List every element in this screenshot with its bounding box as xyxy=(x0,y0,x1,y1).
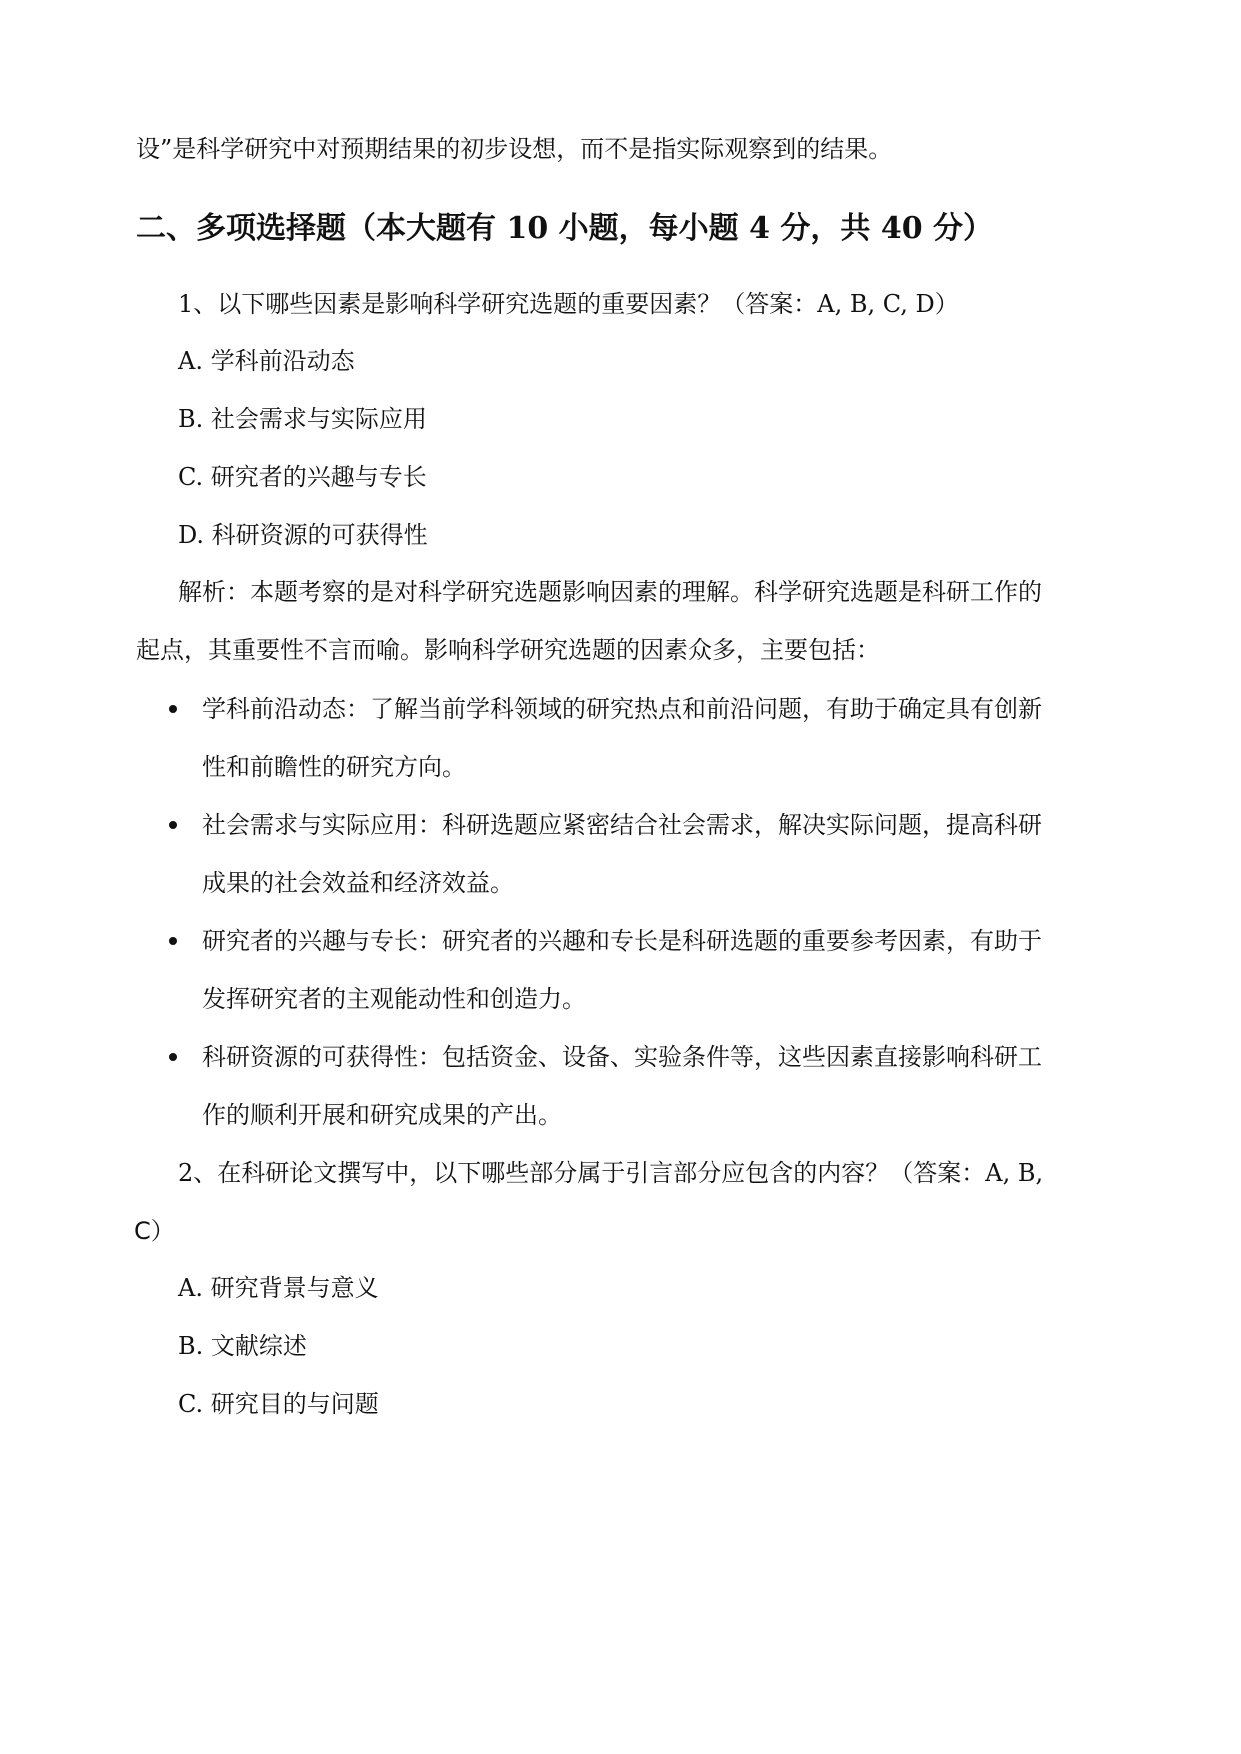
bullet-2-line2: 成果的社会效益和经济效益。 xyxy=(202,869,514,897)
bullet-1-line1: 学科前沿动态：了解当前学科领域的研究热点和前沿问题，有助于确定具有创新 xyxy=(202,695,1042,723)
q1-option-a: A. 学科前沿动态 xyxy=(178,347,355,375)
bullet-marker xyxy=(169,937,177,945)
bullet-4-line1: 科研资源的可获得性：包括资金、设备、实验条件等，这些因素直接影响科研工 xyxy=(202,1043,1042,1071)
q1-analysis-line1: 解析：本题考察的是对科学研究选题影响因素的理解。科学研究选题是科研工作的 xyxy=(178,578,1042,606)
bullet-3-line1: 研究者的兴趣与专长：研究者的兴趣和专长是科研选题的重要参考因素，有助于 xyxy=(202,927,1042,955)
bullet-marker xyxy=(169,705,177,713)
bullet-marker xyxy=(169,1053,177,1061)
bullet-4-line2: 作的顺利开展和研究成果的产出。 xyxy=(202,1101,562,1129)
bullet-3-line2: 发挥研究者的主观能动性和创造力。 xyxy=(202,985,586,1013)
q1-question: 1、以下哪些因素是影响科学研究选题的重要因素？（答案：A, B, C, D） xyxy=(178,290,959,318)
bullet-2-line1: 社会需求与实际应用：科研选题应紧密结合社会需求，解决实际问题，提高科研 xyxy=(202,811,1042,839)
bullet-1-line2: 性和前瞻性的研究方向。 xyxy=(202,753,466,781)
q2-question-line2: C） xyxy=(134,1217,175,1245)
q2-option-b: B. 文献综述 xyxy=(178,1332,307,1360)
q2-option-a: A. 研究背景与意义 xyxy=(178,1274,379,1302)
q1-option-c: C. 研究者的兴趣与专长 xyxy=(178,463,427,491)
q1-option-b: B. 社会需求与实际应用 xyxy=(178,405,427,433)
q1-option-d: D. 科研资源的可获得性 xyxy=(178,521,428,549)
section-heading: 二、多项选择题（本大题有 10 小题，每小题 4 分，共 40 分） xyxy=(136,211,994,246)
q2-option-c: C. 研究目的与问题 xyxy=(178,1390,379,1418)
q2-question-line1: 2、在科研论文撰写中，以下哪些部分属于引言部分应包含的内容？（答案：A, B, xyxy=(178,1159,1044,1187)
intro-continuation: 设”是科学研究中对预期结果的初步设想，而不是指实际观察到的结果。 xyxy=(136,135,893,163)
bullet-marker xyxy=(169,821,177,829)
q1-analysis-line2: 起点，其重要性不言而喻。影响科学研究选题的因素众多，主要包括： xyxy=(136,636,880,664)
